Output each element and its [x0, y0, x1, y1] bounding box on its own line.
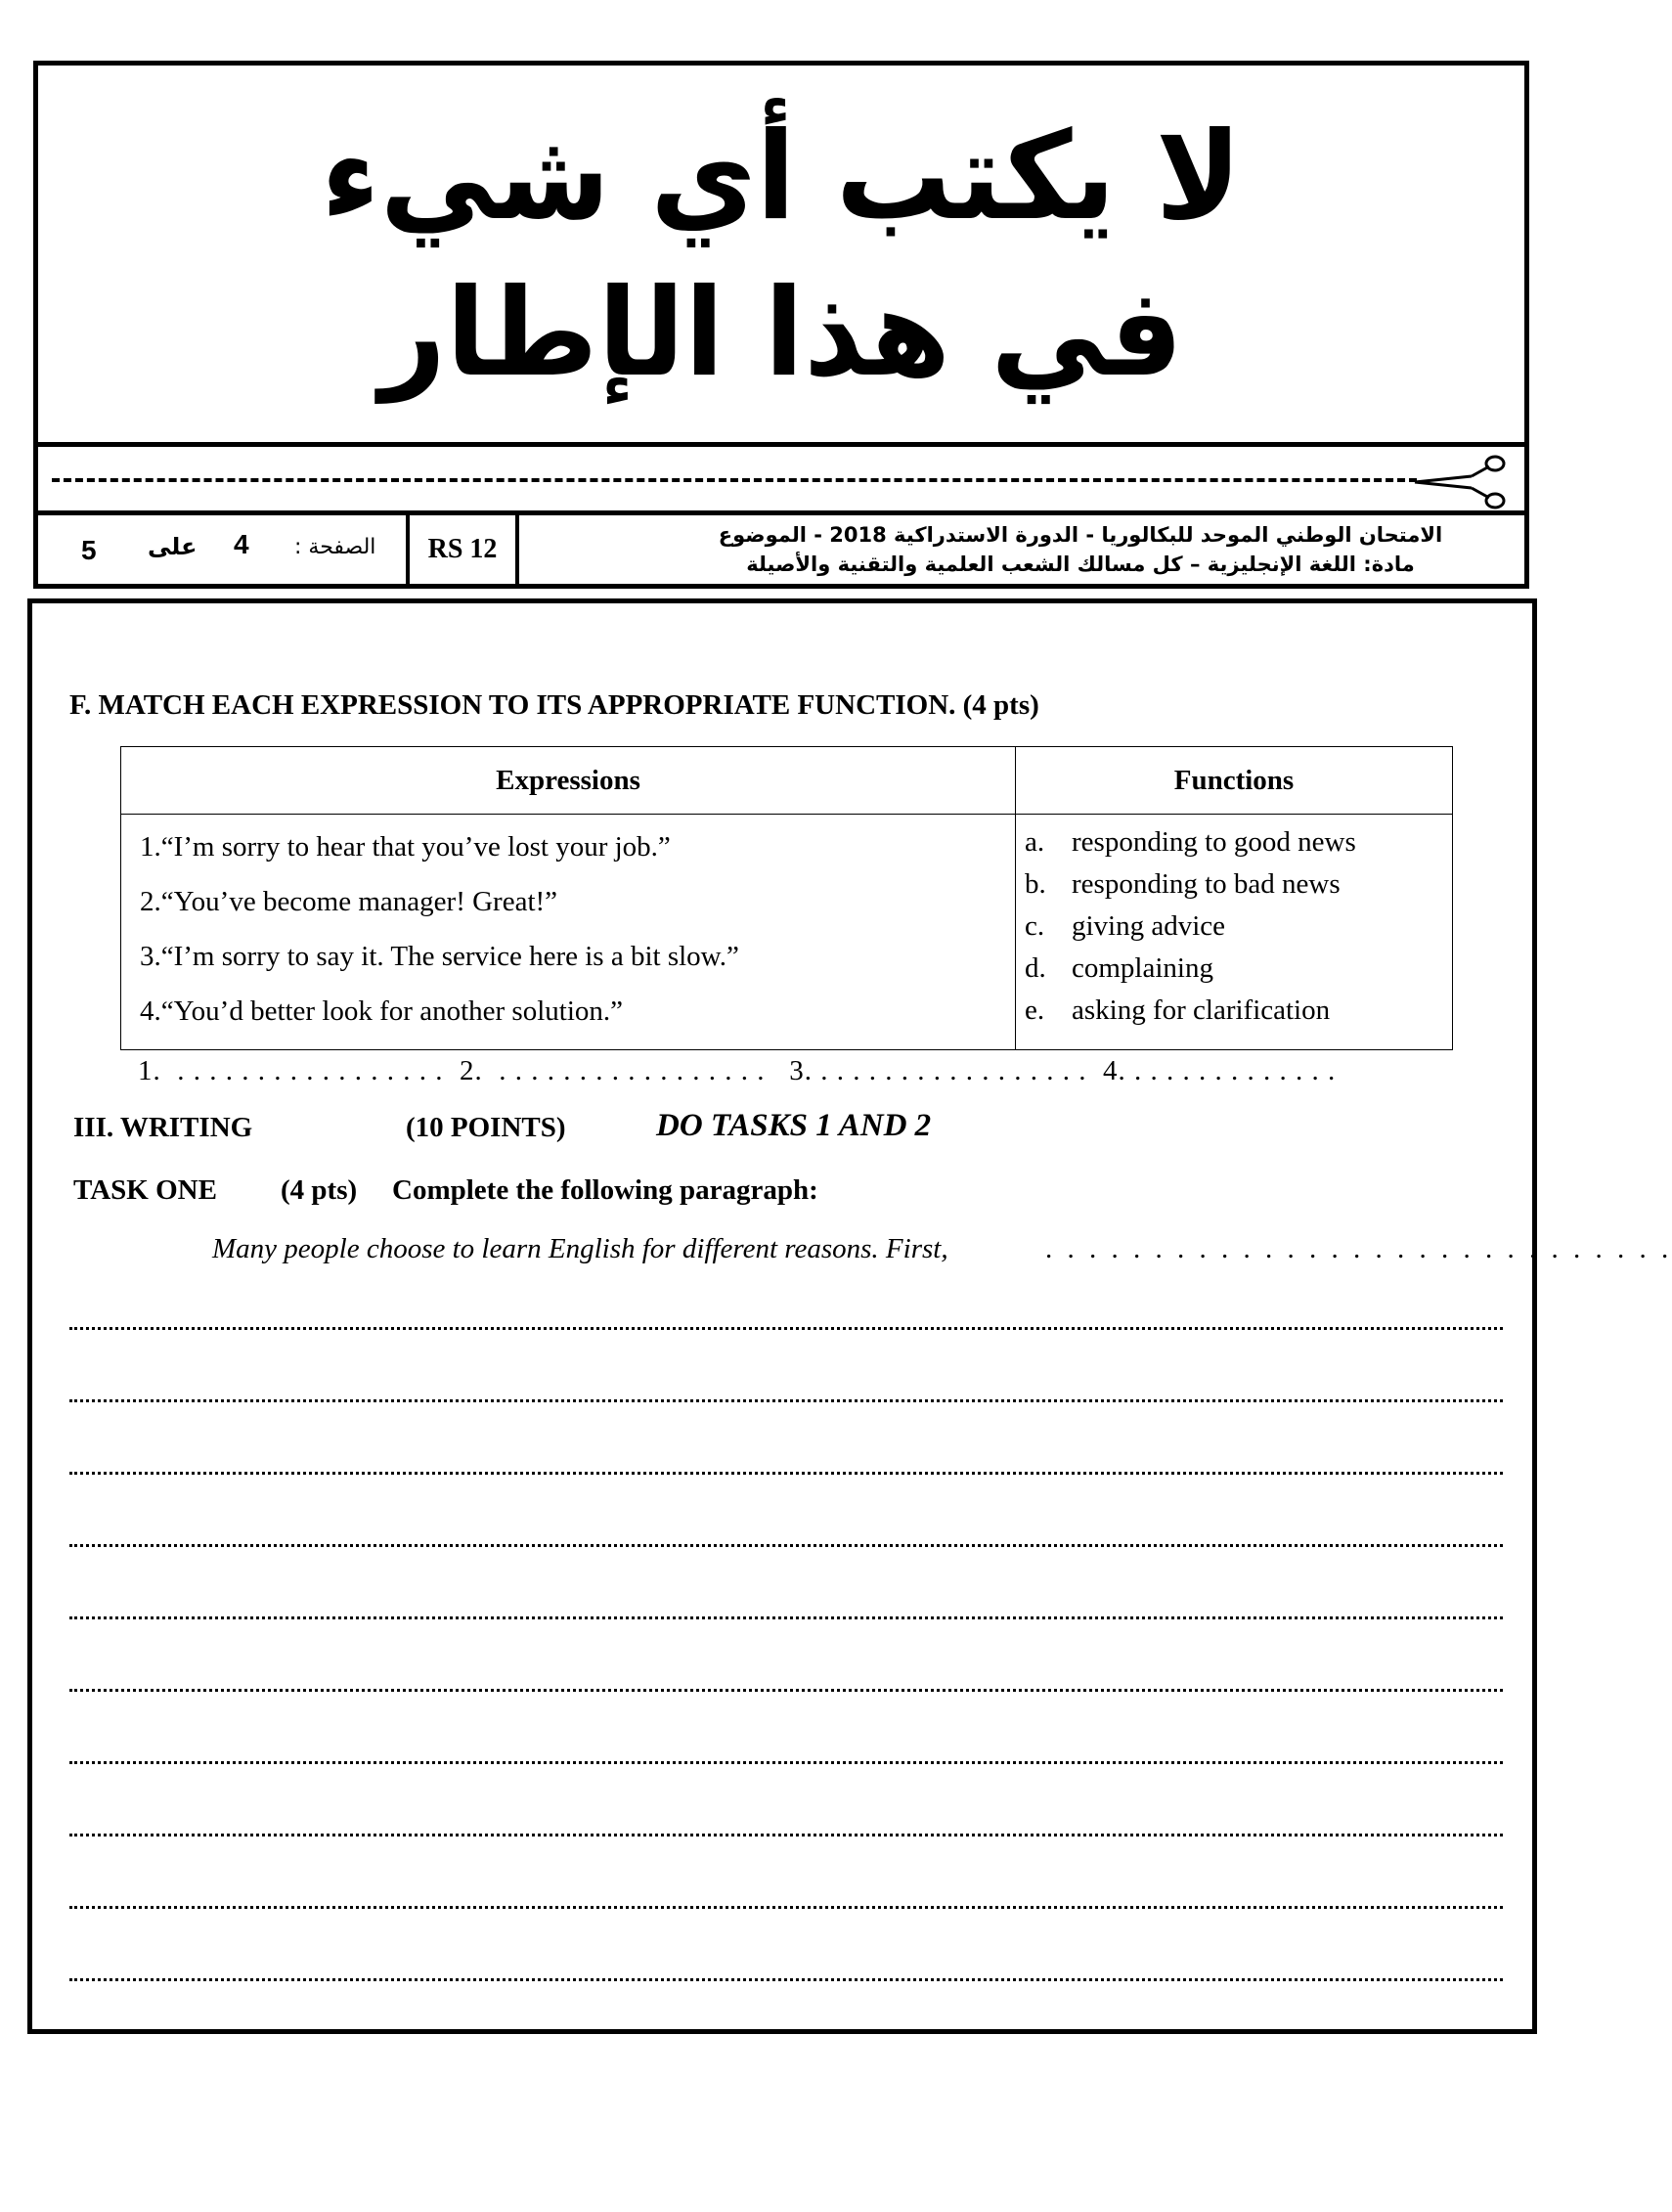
paragraph-prompt-text: Many people choose to learn English for different reasons. First,	[212, 1233, 948, 1264]
function-text: giving advice	[1072, 910, 1226, 942]
paragraph-prompt	[212, 1233, 948, 1265]
writing-tasks-instruction: DO TASKS 1 AND 2	[656, 1108, 932, 1143]
functions-cell	[1016, 815, 1453, 1050]
function-text: asking for clarification	[1072, 995, 1331, 1026]
subject-code: RS 12	[410, 515, 519, 584]
exam-line-1: الامتحان الوطني الموحد للبكالوريا - الدورة الاستدراكية 2018 - الموضوع	[718, 523, 1443, 547]
page-indicator	[38, 515, 410, 584]
expressions-header: Expressions	[121, 747, 1016, 815]
answer-line[interactable]	[69, 1544, 1503, 1547]
section-f-title: F. MATCH EACH EXPRESSION TO ITS APPROPRIATE FUNCTION. (4 pts)	[69, 689, 1039, 721]
prompt-answer-dots[interactable]: . . . . . . . . . . . . . . . . . . . . . . . . . . . . .	[1045, 1233, 1672, 1264]
page-label: الصفحة :	[294, 535, 376, 559]
function-item	[1025, 990, 1451, 1032]
functions-header: Functions	[1016, 747, 1453, 815]
function-item	[1025, 906, 1451, 948]
do-not-write-line-2: في هذا الإطار	[379, 261, 1183, 403]
writing-title: III. WRITING	[73, 1112, 253, 1143]
task-one-label: TASK ONE	[73, 1174, 217, 1206]
function-text: responding to bad news	[1072, 868, 1341, 900]
matching-table	[120, 746, 1453, 1050]
page-total: 5	[81, 535, 97, 565]
do-not-write-line-1: لا يكتب أي شيء	[321, 105, 1242, 246]
expression-item: 3.“I’m sorry to say it. The service here is a bit slow.”	[140, 941, 739, 972]
function-item	[1025, 821, 1451, 863]
answer-line[interactable]	[69, 1761, 1503, 1764]
answer-line[interactable]	[69, 1689, 1503, 1692]
matching-table-header	[121, 747, 1453, 815]
function-item	[1025, 863, 1451, 906]
function-text: complaining	[1072, 952, 1213, 984]
page-number: 4	[234, 529, 249, 559]
function-letter: d.	[1025, 952, 1046, 984]
function-text: responding to good news	[1072, 826, 1356, 858]
function-letter: e.	[1025, 995, 1045, 1026]
cut-line-row	[38, 447, 1524, 515]
scissors-icon	[1413, 453, 1507, 511]
exam-info-row	[38, 515, 1524, 584]
expression-item: 4.“You’d better look for another solution.”	[140, 995, 623, 1027]
function-item	[1025, 948, 1451, 990]
expression-item: 1.“I’m sorry to hear that you’ve lost your job.”	[140, 831, 671, 863]
task-one-instruction: Complete the following paragraph:	[392, 1174, 818, 1206]
do-not-write-area	[38, 66, 1524, 447]
function-letter: c.	[1025, 910, 1045, 942]
function-letter: a.	[1025, 826, 1045, 858]
function-letter: b.	[1025, 868, 1046, 900]
answer-line[interactable]	[69, 1327, 1503, 1330]
exam-description	[519, 515, 1524, 584]
answer-line[interactable]	[69, 1472, 1503, 1475]
writing-points: (10 POINTS)	[406, 1112, 566, 1143]
task-one-points: (4 pts)	[281, 1174, 358, 1206]
answer-line[interactable]	[69, 1978, 1503, 1981]
header-frame	[33, 61, 1529, 589]
page-of-label: على	[148, 533, 198, 560]
exam-line-2: مادة: اللغة الإنجليزية – كل مسالك الشعب العلمية والتقنية والأصيلة	[746, 553, 1415, 576]
matching-table-body	[121, 815, 1453, 1050]
matching-answer-line[interactable]: 1. . . . . . . . . . . . . . . . . . 2. . . . . . . . . . . . . . . . . . 3. . . . . . . . . . . . . . . . . . 4. . . . . . . . . . . . . .	[138, 1055, 1337, 1086]
answer-line[interactable]	[69, 1616, 1503, 1619]
answer-line[interactable]	[69, 1834, 1503, 1836]
exam-content-frame	[27, 598, 1672, 2034]
expression-item: 2.“You’ve become manager! Great!”	[140, 886, 558, 917]
cut-dashed-line	[52, 478, 1417, 482]
answer-line[interactable]	[69, 1906, 1503, 1909]
answer-line[interactable]	[69, 1399, 1503, 1402]
expressions-cell	[121, 815, 1016, 1050]
